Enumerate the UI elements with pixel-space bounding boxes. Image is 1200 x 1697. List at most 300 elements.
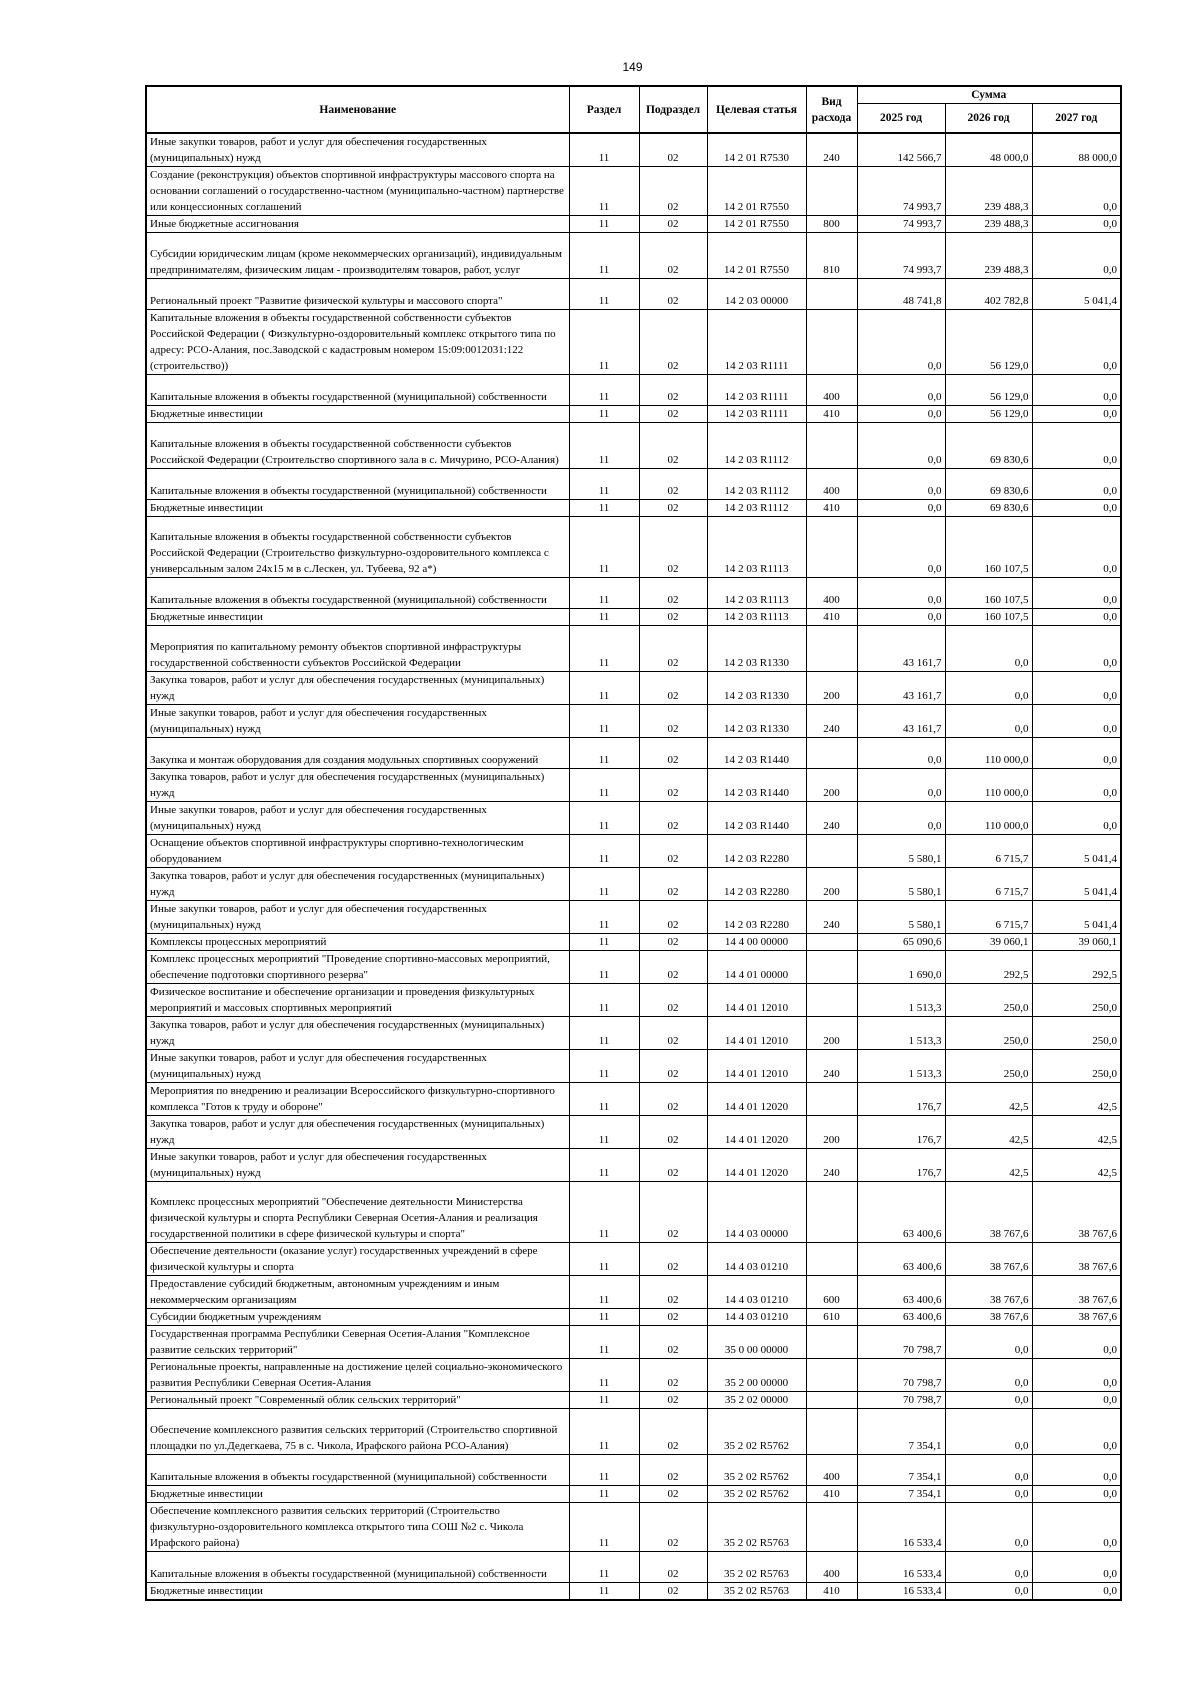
row-2027: 0,0 <box>1032 802 1121 835</box>
row-name: Иные бюджетные ассигнования <box>146 216 569 233</box>
row-podrazdel: 02 <box>639 500 707 517</box>
row-2027: 292,5 <box>1032 951 1121 984</box>
row-2025: 0,0 <box>857 609 945 626</box>
row-2026: 69 830,6 <box>945 469 1032 500</box>
row-name: Иные закупки товаров, работ и услуг для обеспечения государственных (муниципальных) нужд <box>146 802 569 835</box>
row-razdel: 11 <box>569 406 639 423</box>
row-2027: 0,0 <box>1032 500 1121 517</box>
row-name: Капитальные вложения в объекты государственной собственности субъектов Российской Федерации (Строительство физкультурно-оздоровительного комплекса с универсальным залом 24х15 м в с.Лескен, ул. Тубеева, 92 а*) <box>146 517 569 578</box>
table-row <box>146 500 1121 517</box>
row-2027: 0,0 <box>1032 609 1121 626</box>
row-razdel: 11 <box>569 901 639 934</box>
row-2025: 1 513,3 <box>857 984 945 1017</box>
row-2027: 0,0 <box>1032 1326 1121 1359</box>
row-2026: 160 107,5 <box>945 609 1032 626</box>
row-2026: 239 488,3 <box>945 216 1032 233</box>
row-vid: 200 <box>806 672 857 705</box>
row-2025: 0,0 <box>857 578 945 609</box>
row-razdel: 11 <box>569 1392 639 1409</box>
header-vid: Вид расхода <box>806 86 857 133</box>
row-name: Предоставление субсидий бюджетным, автономным учреждениям и иным некоммерческим организациям <box>146 1276 569 1309</box>
table-row <box>146 984 1121 1017</box>
table-row <box>146 1583 1121 1601</box>
row-podrazdel: 02 <box>639 375 707 406</box>
row-2027: 0,0 <box>1032 406 1121 423</box>
row-vid: 410 <box>806 500 857 517</box>
row-2025: 16 533,4 <box>857 1583 945 1601</box>
table-row <box>146 423 1121 469</box>
header-podrazdel: Подраздел <box>639 86 707 133</box>
row-2027: 0,0 <box>1032 469 1121 500</box>
row-vid <box>806 1359 857 1392</box>
row-2027: 5 041,4 <box>1032 835 1121 868</box>
row-vid: 400 <box>806 1455 857 1486</box>
row-vid: 400 <box>806 375 857 406</box>
row-vid: 800 <box>806 216 857 233</box>
row-2026: 38 767,6 <box>945 1309 1032 1326</box>
row-target: 14 2 03 R1111 <box>707 406 806 423</box>
table-row <box>146 835 1121 868</box>
row-target: 14 2 03 R2280 <box>707 835 806 868</box>
row-target: 35 2 02 R5762 <box>707 1409 806 1455</box>
row-vid: 610 <box>806 1309 857 1326</box>
row-podrazdel: 02 <box>639 233 707 279</box>
row-vid <box>806 1326 857 1359</box>
row-2027: 5 041,4 <box>1032 868 1121 901</box>
row-2027: 0,0 <box>1032 233 1121 279</box>
row-podrazdel: 02 <box>639 469 707 500</box>
row-vid <box>806 835 857 868</box>
row-name: Капитальные вложения в объекты государственной собственности субъектов Российской Федерации (Строительство спортивного зала в с. Мичурино, РСО-Алания) <box>146 423 569 469</box>
row-2027: 39 060,1 <box>1032 934 1121 951</box>
table-row <box>146 1116 1121 1149</box>
row-target: 14 4 01 12010 <box>707 984 806 1017</box>
row-target: 14 2 03 R1440 <box>707 738 806 769</box>
row-podrazdel: 02 <box>639 835 707 868</box>
budget-table <box>145 85 1122 1601</box>
table-row <box>146 279 1121 310</box>
row-2027: 5 041,4 <box>1032 279 1121 310</box>
table-row <box>146 1359 1121 1392</box>
row-name: Бюджетные инвестиции <box>146 1486 569 1503</box>
table-row <box>146 1276 1121 1309</box>
row-2026: 6 715,7 <box>945 868 1032 901</box>
row-2026: 250,0 <box>945 1050 1032 1083</box>
table-row <box>146 868 1121 901</box>
row-razdel: 11 <box>569 984 639 1017</box>
row-2026: 0,0 <box>945 1503 1032 1552</box>
row-target: 14 4 01 12020 <box>707 1149 806 1182</box>
row-podrazdel: 02 <box>639 1017 707 1050</box>
row-razdel: 11 <box>569 1409 639 1455</box>
row-name: Иные закупки товаров, работ и услуг для обеспечения государственных (муниципальных) нужд <box>146 705 569 738</box>
row-2027: 0,0 <box>1032 1392 1121 1409</box>
row-name: Комплекс процессных мероприятий "Проведение спортивно-массовых мероприятий, обеспечение подготовки спортивного резерва" <box>146 951 569 984</box>
row-2027: 0,0 <box>1032 672 1121 705</box>
row-target: 35 2 02 R5762 <box>707 1455 806 1486</box>
row-2027: 42,5 <box>1032 1149 1121 1182</box>
row-name: Бюджетные инвестиции <box>146 609 569 626</box>
row-podrazdel: 02 <box>639 1552 707 1583</box>
row-razdel: 11 <box>569 868 639 901</box>
row-2027: 250,0 <box>1032 1050 1121 1083</box>
row-name: Закупка товаров, работ и услуг для обеспечения государственных (муниципальных) нужд <box>146 672 569 705</box>
row-podrazdel: 02 <box>639 279 707 310</box>
row-2025: 142 566,7 <box>857 133 945 167</box>
row-razdel: 11 <box>569 738 639 769</box>
row-name: Физическое воспитание и обеспечение организации и проведения физкультурных мероприятий и массовых спортивных мероприятий <box>146 984 569 1017</box>
row-razdel: 11 <box>569 1276 639 1309</box>
row-2025: 63 400,6 <box>857 1309 945 1326</box>
row-name: Мероприятия по капитальному ремонту объектов спортивной инфраструктуры государственной собственности субъектов Российской Федерации <box>146 626 569 672</box>
row-vid: 240 <box>806 705 857 738</box>
row-vid: 240 <box>806 1050 857 1083</box>
row-podrazdel: 02 <box>639 1243 707 1276</box>
table-row <box>146 1050 1121 1083</box>
row-razdel: 11 <box>569 279 639 310</box>
row-razdel: 11 <box>569 423 639 469</box>
row-podrazdel: 02 <box>639 626 707 672</box>
row-target: 14 2 01 R7550 <box>707 216 806 233</box>
row-2026: 250,0 <box>945 984 1032 1017</box>
row-razdel: 11 <box>569 609 639 626</box>
row-razdel: 11 <box>569 1083 639 1116</box>
row-name: Обеспечение деятельности (оказание услуг) государственных учреждений в сфере физической культуры и спорта <box>146 1243 569 1276</box>
row-podrazdel: 02 <box>639 934 707 951</box>
row-2025: 1 513,3 <box>857 1050 945 1083</box>
table-row <box>146 1503 1121 1552</box>
row-2027: 0,0 <box>1032 1486 1121 1503</box>
row-razdel: 11 <box>569 167 639 216</box>
row-vid <box>806 167 857 216</box>
table-row <box>146 705 1121 738</box>
row-2027: 250,0 <box>1032 984 1121 1017</box>
table-row <box>146 310 1121 375</box>
row-name: Государственная программа Республики Северная Осетия-Алания "Комплексное развитие сельских территорий" <box>146 1326 569 1359</box>
row-podrazdel: 02 <box>639 1182 707 1243</box>
row-name: Оснащение объектов спортивной инфраструктуры спортивно-технологическим оборудованием <box>146 835 569 868</box>
row-2025: 1 690,0 <box>857 951 945 984</box>
row-2027: 0,0 <box>1032 769 1121 802</box>
row-razdel: 11 <box>569 626 639 672</box>
row-2027: 0,0 <box>1032 310 1121 375</box>
row-2027: 0,0 <box>1032 375 1121 406</box>
row-podrazdel: 02 <box>639 1392 707 1409</box>
row-name: Иные закупки товаров, работ и услуг для обеспечения государственных (муниципальных) нужд <box>146 1149 569 1182</box>
row-vid <box>806 1083 857 1116</box>
row-2027: 0,0 <box>1032 626 1121 672</box>
row-2026: 0,0 <box>945 1552 1032 1583</box>
row-razdel: 11 <box>569 705 639 738</box>
row-2026: 0,0 <box>945 626 1032 672</box>
row-razdel: 11 <box>569 951 639 984</box>
header-2025: 2025 год <box>857 104 945 134</box>
row-name: Региональный проект "Развитие физической культуры и массового спорта" <box>146 279 569 310</box>
row-podrazdel: 02 <box>639 1455 707 1486</box>
row-2025: 70 798,7 <box>857 1359 945 1392</box>
table-row <box>146 133 1121 167</box>
table-row <box>146 216 1121 233</box>
row-2027: 38 767,6 <box>1032 1276 1121 1309</box>
row-2026: 160 107,5 <box>945 578 1032 609</box>
row-vid: 400 <box>806 469 857 500</box>
row-2027: 0,0 <box>1032 578 1121 609</box>
row-name: Капитальные вложения в объекты государственной (муниципальной) собственности <box>146 578 569 609</box>
table-row <box>146 167 1121 216</box>
row-razdel: 11 <box>569 1149 639 1182</box>
row-vid: 600 <box>806 1276 857 1309</box>
row-target: 14 2 01 R7550 <box>707 233 806 279</box>
row-target: 14 2 03 R2280 <box>707 868 806 901</box>
table-row <box>146 1326 1121 1359</box>
row-razdel: 11 <box>569 133 639 167</box>
row-2025: 43 161,7 <box>857 626 945 672</box>
row-name: Мероприятия по внедрению и реализации Всероссийского физкультурно-спортивного комплекса "Готов к труду и обороне" <box>146 1083 569 1116</box>
row-2027: 0,0 <box>1032 517 1121 578</box>
row-target: 14 4 01 12010 <box>707 1017 806 1050</box>
row-2025: 48 741,8 <box>857 279 945 310</box>
row-vid: 240 <box>806 802 857 835</box>
row-vid <box>806 310 857 375</box>
row-2025: 0,0 <box>857 423 945 469</box>
row-name: Бюджетные инвестиции <box>146 406 569 423</box>
row-2026: 0,0 <box>945 1409 1032 1455</box>
row-name: Бюджетные инвестиции <box>146 500 569 517</box>
row-target: 35 0 00 00000 <box>707 1326 806 1359</box>
row-target: 14 2 03 R2280 <box>707 901 806 934</box>
row-target: 14 4 01 12020 <box>707 1083 806 1116</box>
row-2025: 0,0 <box>857 738 945 769</box>
row-2026: 0,0 <box>945 1455 1032 1486</box>
row-target: 14 2 03 00000 <box>707 279 806 310</box>
row-podrazdel: 02 <box>639 802 707 835</box>
row-podrazdel: 02 <box>639 901 707 934</box>
row-name: Капитальные вложения в объекты государственной (муниципальной) собственности <box>146 469 569 500</box>
row-2025: 63 400,6 <box>857 1276 945 1309</box>
row-2026: 56 129,0 <box>945 375 1032 406</box>
row-podrazdel: 02 <box>639 951 707 984</box>
row-2026: 250,0 <box>945 1017 1032 1050</box>
row-2025: 0,0 <box>857 500 945 517</box>
row-2026: 69 830,6 <box>945 423 1032 469</box>
row-razdel: 11 <box>569 1552 639 1583</box>
row-vid <box>806 1243 857 1276</box>
row-razdel: 11 <box>569 578 639 609</box>
row-razdel: 11 <box>569 1455 639 1486</box>
row-target: 14 2 03 R1113 <box>707 609 806 626</box>
row-2026: 38 767,6 <box>945 1182 1032 1243</box>
row-name: Обеспечение комплексного развития сельских территорий (Строительство спортивной площадки по ул.Дедегкаева, 75 в с. Чикола, Ирафского района РСО-Алания) <box>146 1409 569 1455</box>
row-razdel: 11 <box>569 1116 639 1149</box>
row-target: 14 2 03 R1440 <box>707 769 806 802</box>
row-2025: 0,0 <box>857 469 945 500</box>
row-name: Закупка и монтаж оборудования для создания модульных спортивных сооружений <box>146 738 569 769</box>
row-2026: 110 000,0 <box>945 769 1032 802</box>
row-name: Закупка товаров, работ и услуг для обеспечения государственных (муниципальных) нужд <box>146 1116 569 1149</box>
row-razdel: 11 <box>569 1486 639 1503</box>
row-2027: 38 767,6 <box>1032 1243 1121 1276</box>
row-2027: 0,0 <box>1032 167 1121 216</box>
row-2025: 5 580,1 <box>857 835 945 868</box>
row-2025: 0,0 <box>857 802 945 835</box>
row-razdel: 11 <box>569 1017 639 1050</box>
row-2026: 239 488,3 <box>945 167 1032 216</box>
row-razdel: 11 <box>569 233 639 279</box>
row-podrazdel: 02 <box>639 1149 707 1182</box>
row-target: 14 4 00 00000 <box>707 934 806 951</box>
row-target: 14 4 03 01210 <box>707 1309 806 1326</box>
row-2027: 42,5 <box>1032 1083 1121 1116</box>
row-razdel: 11 <box>569 310 639 375</box>
row-2027: 0,0 <box>1032 1552 1121 1583</box>
row-target: 14 2 03 R1112 <box>707 500 806 517</box>
row-name: Региональный проект "Современный облик сельских территорий" <box>146 1392 569 1409</box>
row-2027: 0,0 <box>1032 1583 1121 1601</box>
table-row <box>146 738 1121 769</box>
row-target: 14 4 01 12020 <box>707 1116 806 1149</box>
row-2025: 74 993,7 <box>857 216 945 233</box>
row-name: Иные закупки товаров, работ и услуг для обеспечения государственных (муниципальных) нужд <box>146 1050 569 1083</box>
row-vid: 200 <box>806 868 857 901</box>
row-podrazdel: 02 <box>639 1359 707 1392</box>
row-target: 14 4 01 00000 <box>707 951 806 984</box>
row-target: 14 4 03 01210 <box>707 1243 806 1276</box>
table-row <box>146 769 1121 802</box>
row-2026: 42,5 <box>945 1116 1032 1149</box>
row-vid: 200 <box>806 769 857 802</box>
row-2027: 0,0 <box>1032 705 1121 738</box>
row-name: Закупка товаров, работ и услуг для обеспечения государственных (муниципальных) нужд <box>146 769 569 802</box>
row-2025: 7 354,1 <box>857 1455 945 1486</box>
row-2025: 5 580,1 <box>857 901 945 934</box>
row-2026: 402 782,8 <box>945 279 1032 310</box>
row-2025: 176,7 <box>857 1149 945 1182</box>
row-2026: 56 129,0 <box>945 406 1032 423</box>
row-vid <box>806 279 857 310</box>
table-row <box>146 1392 1121 1409</box>
row-2026: 38 767,6 <box>945 1243 1032 1276</box>
row-razdel: 11 <box>569 1309 639 1326</box>
row-razdel: 11 <box>569 1326 639 1359</box>
table-row <box>146 1309 1121 1326</box>
row-name: Комплексы процессных мероприятий <box>146 934 569 951</box>
row-podrazdel: 02 <box>639 406 707 423</box>
row-razdel: 11 <box>569 469 639 500</box>
row-razdel: 11 <box>569 375 639 406</box>
row-2027: 0,0 <box>1032 1455 1121 1486</box>
row-2025: 43 161,7 <box>857 672 945 705</box>
row-2026: 239 488,3 <box>945 233 1032 279</box>
table-row <box>146 1552 1121 1583</box>
row-podrazdel: 02 <box>639 167 707 216</box>
row-2025: 43 161,7 <box>857 705 945 738</box>
row-podrazdel: 02 <box>639 609 707 626</box>
row-target: 35 2 02 R5763 <box>707 1583 806 1601</box>
row-target: 14 2 03 R1440 <box>707 802 806 835</box>
table-body <box>146 133 1121 1600</box>
row-razdel: 11 <box>569 1050 639 1083</box>
row-target: 14 2 03 R1330 <box>707 705 806 738</box>
row-2025: 0,0 <box>857 406 945 423</box>
row-2027: 42,5 <box>1032 1116 1121 1149</box>
row-podrazdel: 02 <box>639 216 707 233</box>
row-podrazdel: 02 <box>639 868 707 901</box>
row-podrazdel: 02 <box>639 1309 707 1326</box>
row-razdel: 11 <box>569 835 639 868</box>
row-2025: 65 090,6 <box>857 934 945 951</box>
row-podrazdel: 02 <box>639 738 707 769</box>
row-target: 14 2 03 R1112 <box>707 423 806 469</box>
row-target: 14 4 03 01210 <box>707 1276 806 1309</box>
row-2026: 0,0 <box>945 1392 1032 1409</box>
row-2025: 16 533,4 <box>857 1552 945 1583</box>
row-razdel: 11 <box>569 802 639 835</box>
row-vid: 400 <box>806 578 857 609</box>
row-podrazdel: 02 <box>639 1083 707 1116</box>
row-2026: 39 060,1 <box>945 934 1032 951</box>
row-vid <box>806 1409 857 1455</box>
row-vid <box>806 423 857 469</box>
table-row <box>146 802 1121 835</box>
table-row <box>146 672 1121 705</box>
row-2025: 7 354,1 <box>857 1486 945 1503</box>
row-2026: 110 000,0 <box>945 802 1032 835</box>
row-target: 35 2 00 00000 <box>707 1359 806 1392</box>
row-2025: 74 993,7 <box>857 167 945 216</box>
row-name: Капитальные вложения в объекты государственной собственности субъектов Российской Федерации ( Физкультурно-оздоровительный комплекс открытого типа по адресу: РСО-Алания, пос.Заводской с кадастровым номером 15:09:0012031:122 (строительство)) <box>146 310 569 375</box>
row-vid <box>806 951 857 984</box>
header-2027: 2027 год <box>1032 104 1121 134</box>
row-target: 14 2 03 R1330 <box>707 626 806 672</box>
row-razdel: 11 <box>569 517 639 578</box>
row-2026: 0,0 <box>945 705 1032 738</box>
row-name: Капитальные вложения в объекты государственной (муниципальной) собственности <box>146 1552 569 1583</box>
table-row <box>146 1409 1121 1455</box>
row-name: Закупка товаров, работ и услуг для обеспечения государственных (муниципальных) нужд <box>146 1017 569 1050</box>
row-vid <box>806 738 857 769</box>
table-row <box>146 1149 1121 1182</box>
row-vid <box>806 1503 857 1552</box>
row-name: Обеспечение комплексного развития сельских территорий (Строительство физкультурно-оздоровительного комплекса открытого типа СОШ №2 с. Чикола Ирафского района) <box>146 1503 569 1552</box>
row-razdel: 11 <box>569 769 639 802</box>
row-2025: 0,0 <box>857 375 945 406</box>
row-podrazdel: 02 <box>639 705 707 738</box>
row-target: 14 2 03 R1330 <box>707 672 806 705</box>
row-2026: 6 715,7 <box>945 835 1032 868</box>
row-podrazdel: 02 <box>639 1409 707 1455</box>
row-2025: 70 798,7 <box>857 1392 945 1409</box>
row-target: 14 2 01 R7550 <box>707 167 806 216</box>
row-2027: 5 041,4 <box>1032 901 1121 934</box>
row-podrazdel: 02 <box>639 984 707 1017</box>
row-target: 14 2 03 R1113 <box>707 578 806 609</box>
table-row <box>146 406 1121 423</box>
row-2025: 0,0 <box>857 310 945 375</box>
table-row <box>146 1182 1121 1243</box>
row-podrazdel: 02 <box>639 1116 707 1149</box>
row-vid <box>806 626 857 672</box>
row-name: Бюджетные инвестиции <box>146 1583 569 1601</box>
row-razdel: 11 <box>569 500 639 517</box>
row-podrazdel: 02 <box>639 1486 707 1503</box>
table-row <box>146 517 1121 578</box>
row-name: Субсидии бюджетным учреждениям <box>146 1309 569 1326</box>
row-vid: 410 <box>806 406 857 423</box>
row-razdel: 11 <box>569 1359 639 1392</box>
header-summa: Сумма <box>857 86 1121 104</box>
row-name: Иные закупки товаров, работ и услуг для обеспечения государственных (муниципальных) нужд <box>146 133 569 167</box>
row-target: 14 4 01 12010 <box>707 1050 806 1083</box>
